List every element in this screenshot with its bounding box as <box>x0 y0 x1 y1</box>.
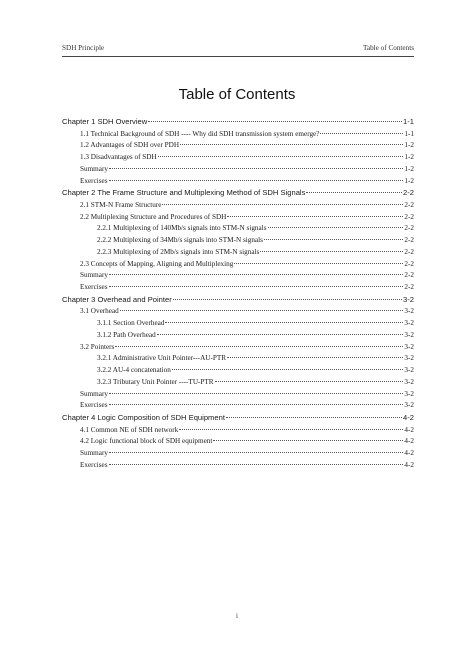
toc-entry-page: 3-2 <box>404 401 414 410</box>
toc-entry-title: Chapter 4 Logic Composition of SDH Equipment <box>62 413 225 422</box>
toc-entry-page: 4-2 <box>404 460 414 469</box>
dot-leader <box>260 251 403 252</box>
toc-entry-page: 2-2 <box>404 224 414 233</box>
toc-entry[interactable] <box>62 330 414 342</box>
toc-entry-page: 3-2 <box>404 377 414 386</box>
dot-leader <box>109 286 404 287</box>
dot-leader <box>109 168 403 169</box>
toc-entry-page: 2-2 <box>404 247 414 256</box>
header-document-title: SDH Principle <box>62 44 105 52</box>
dot-leader <box>320 133 403 134</box>
toc-entry-page: 1-1 <box>404 129 414 138</box>
dot-leader <box>109 464 404 465</box>
toc-entry-title: 3.1 Overhead <box>80 307 119 316</box>
toc-entry-page: 2-2 <box>403 188 414 198</box>
dot-leader <box>162 204 403 205</box>
toc-entry-title: Chapter 2 The Frame Structure and Multiplexing Method of SDH Signals <box>62 188 306 198</box>
toc-entry[interactable] <box>62 353 414 365</box>
toc-entry[interactable] <box>62 223 414 235</box>
toc-entry-title: 3.2.2 AU-4 concatenation <box>97 366 171 374</box>
toc-entry[interactable] <box>62 176 414 188</box>
toc-entry[interactable] <box>62 270 414 282</box>
dot-leader <box>227 216 403 217</box>
dot-leader <box>148 121 402 122</box>
toc-entry-title: Chapter 3 Overhead and Pointer <box>62 294 172 304</box>
dot-leader <box>157 334 404 335</box>
dot-leader <box>234 263 403 264</box>
toc-entry[interactable] <box>62 306 414 318</box>
toc-entry-page: 2-2 <box>404 236 414 244</box>
toc-entry[interactable] <box>62 235 414 247</box>
dot-leader <box>158 156 404 157</box>
page-title: Table of Contents <box>178 86 296 103</box>
dot-leader <box>109 180 404 181</box>
toc-entry-page: 2-2 <box>404 283 414 291</box>
toc-entry-page: 4-2 <box>404 425 414 434</box>
toc-entry-title: 2.3 Concepts of Mapping, Aligning and Multiplexing <box>80 259 234 268</box>
dot-leader <box>226 417 402 418</box>
toc-entry-title: 3.1.2 Path Overhead <box>97 330 156 339</box>
toc-entry-title: 2.1 STM-N Frame Structure <box>80 200 162 209</box>
toc-entry-page: 2-2 <box>404 200 414 209</box>
dot-leader <box>173 299 402 300</box>
toc-entry-title: Chapter 1 SDH Overview <box>62 117 148 126</box>
header-section-title: Table of Contents <box>363 44 414 52</box>
toc-entry-page: 3-2 <box>404 330 414 339</box>
toc-entry[interactable] <box>62 200 414 212</box>
toc-entry-page: 3-2 <box>404 366 414 374</box>
dot-leader <box>180 144 403 145</box>
toc-entry-title: Summary <box>80 164 108 173</box>
page-number: i <box>236 612 238 620</box>
toc-entry-page: 1-1 <box>403 117 414 126</box>
toc-entry[interactable] <box>62 259 414 271</box>
dot-leader <box>215 381 404 382</box>
toc-entry[interactable] <box>62 140 414 152</box>
toc-entry-page: 2-2 <box>404 259 414 268</box>
dot-leader <box>227 357 403 358</box>
toc-entry[interactable] <box>62 436 414 448</box>
toc-entry-title: 3.2.3 Tributary Unit Pointer ----TU-PTR <box>97 377 214 386</box>
toc-entry-page: 4-2 <box>403 413 414 422</box>
dot-leader <box>109 393 403 394</box>
toc-entry-page: 3-2 <box>404 342 414 351</box>
toc-entry[interactable] <box>62 282 414 294</box>
toc-entry-page: 3-2 <box>404 319 414 327</box>
toc-entry-title: 4.1 Common NE of SDH network <box>80 425 179 434</box>
toc-entry-title: Summary <box>80 271 108 280</box>
dot-leader <box>165 322 403 323</box>
toc-entry-title: 3.2.1 Administrative Unit Pointer---AU-PTR <box>97 354 227 363</box>
toc-entry-title: 2.2.1 Multiplexing of 140Mb/s signals into STM-N signals <box>97 224 267 233</box>
toc-entry[interactable] <box>62 460 414 472</box>
toc-entry[interactable] <box>62 247 414 259</box>
toc-chapter-entry[interactable] <box>62 412 414 425</box>
toc-entry-page: 1-2 <box>404 164 414 173</box>
toc-entry[interactable] <box>62 164 414 176</box>
toc-entry-page: 3-2 <box>404 307 414 316</box>
toc-entry-title: Exercises <box>80 460 108 469</box>
toc-entry[interactable] <box>62 400 414 412</box>
toc-entry[interactable] <box>62 448 414 460</box>
toc-entry-page: 2-2 <box>404 271 414 280</box>
toc-entry-page: 1-2 <box>404 141 414 150</box>
toc-chapter-entry[interactable] <box>62 294 414 307</box>
dot-leader <box>213 440 403 441</box>
dot-leader <box>109 404 404 405</box>
toc-chapter-entry[interactable] <box>62 187 414 200</box>
toc-entry-title: Exercises <box>80 401 108 410</box>
dot-leader <box>120 310 404 311</box>
toc-entry[interactable] <box>62 377 414 389</box>
running-header <box>62 44 414 57</box>
dot-leader <box>264 239 403 240</box>
dot-leader <box>115 346 403 347</box>
toc-entry-title: 1.3 Disadvantages of SDH <box>80 153 157 161</box>
toc-entry-title: Exercises <box>80 176 108 185</box>
toc-entry-title: 4.2 Logic functional block of SDH equipment <box>80 437 213 446</box>
toc-entry[interactable] <box>62 425 414 437</box>
toc-entry-title: 1.2 Advantages of SDH over PDH <box>80 141 180 150</box>
table-of-contents <box>62 116 414 472</box>
toc-entry-title: 3.2 Pointers <box>80 342 115 351</box>
toc-entry[interactable] <box>62 152 414 164</box>
toc-entry[interactable] <box>62 342 414 354</box>
toc-entry-title: 3.1.1 Section Overhead <box>97 319 165 327</box>
dot-leader <box>109 452 403 453</box>
toc-entry-page: 4-2 <box>404 449 414 457</box>
dot-leader <box>268 227 404 228</box>
toc-entry-page: 1-2 <box>404 176 414 185</box>
toc-entry-title: Summary <box>80 449 108 457</box>
toc-entry-page: 3-2 <box>404 389 414 398</box>
toc-entry-title: 2.2 Multiplexing Structure and Procedures of SDH <box>80 212 227 221</box>
toc-entry[interactable] <box>62 318 414 330</box>
dot-leader <box>109 274 403 275</box>
toc-entry-title: 2.2.3 Multiplexing of 2Mb/s signals into STM-N signals <box>97 247 260 256</box>
toc-entry-title: Summary <box>80 389 108 398</box>
toc-entry-page: 3-2 <box>403 294 414 304</box>
dot-leader <box>306 192 402 193</box>
toc-entry[interactable] <box>62 129 414 141</box>
toc-entry-page: 4-2 <box>404 437 414 446</box>
toc-entry-page: 2-2 <box>404 212 414 221</box>
dot-leader <box>172 369 404 370</box>
toc-entry-title: 1.1 Technical Background of SDH ---- Why did SDH transmission system emerge? <box>80 129 320 138</box>
toc-entry-title: Exercises <box>80 283 108 291</box>
dot-leader <box>179 429 403 430</box>
toc-entry-title: 2.2.2 Multiplexing of 34Mb/s signals into STM-N signals <box>97 236 263 244</box>
toc-entry-page: 3-2 <box>404 354 414 363</box>
toc-entry[interactable] <box>62 365 414 377</box>
toc-entry[interactable] <box>62 212 414 224</box>
toc-entry[interactable] <box>62 389 414 401</box>
toc-chapter-entry[interactable] <box>62 116 414 129</box>
toc-entry-page: 1-2 <box>404 153 414 161</box>
